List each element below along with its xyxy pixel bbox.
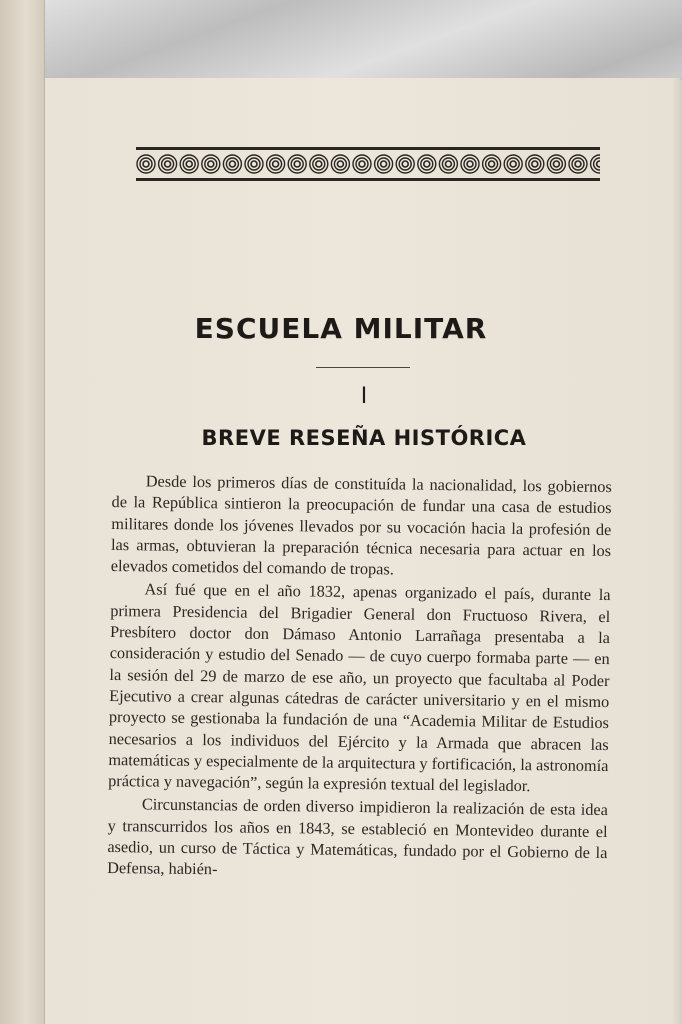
ornament-ring	[291, 158, 303, 170]
ornament-ring	[467, 161, 473, 167]
ornament-rule-top	[136, 147, 600, 150]
ornament-ring	[270, 158, 282, 170]
ornament-ring	[399, 158, 411, 170]
ornament-ring	[575, 161, 581, 167]
ornament-ring	[334, 158, 346, 170]
paragraph: Circunstancias de orden diverso impidieron la realización de esta idea y transcurridos los años en 1843, se estableció en Montevideo durante el asedio, un curso de Táctica y Matemáticas, fundado por el Gobierno de la Defensa, habién-	[107, 794, 608, 879]
ornament-ring	[143, 161, 149, 167]
ornament-ring	[381, 161, 387, 167]
ornament-ring	[294, 161, 300, 167]
paragraph: Así fué que en el año 1832, apenas organizado el país, durante la primera Presidencia del Brigadier General don Fructuoso Rivera, el Presbítero doctor don Dámaso Antonio Larrañaga presentaba a la consideración y estudio del Senado — de cuyo cuerpo formaba parte — en la sesión del 29 de marzo de ese año, un proyecto que facultaba al Poder Ejecutivo a crear algunas cátedras de carácter universitario y en el mismo proyecto se gestionaba la fundación de una “Academia Militar de Estudios necesarios a los individuos del Ejército y la Armada que abracen las matemáticas y especialmente de la arquitectura y fortificación, la astronomía práctica y navegación”, según la expresión textual del legislador.	[108, 579, 611, 796]
ornament-ring	[248, 158, 260, 170]
ornament-ring	[337, 161, 343, 167]
ornament-ring	[356, 158, 368, 170]
ornament-ring	[273, 161, 279, 167]
ornament-ring	[486, 158, 498, 170]
ornament-ring	[424, 161, 430, 167]
ornament-ring	[572, 158, 584, 170]
ornament-ring	[165, 161, 171, 167]
ornament-ring	[489, 161, 495, 167]
ornament-ring	[251, 161, 257, 167]
body-text	[107, 470, 612, 887]
ornament-ring	[402, 161, 408, 167]
ornament-ring	[421, 158, 433, 170]
ornament-ring	[229, 161, 235, 167]
ornament-ring	[140, 158, 152, 170]
ornament-rule-bottom	[136, 178, 600, 181]
ornament-ring	[550, 158, 562, 170]
section-subtitle: BREVE RESEÑA HISTÓRICA	[201, 426, 527, 450]
ornament-ring	[532, 161, 538, 167]
ornament-ring	[162, 158, 174, 170]
page-title: ESCUELA MILITAR	[194, 312, 488, 345]
ornament-ring	[208, 161, 214, 167]
ornament-ring	[316, 161, 322, 167]
ornament-ring	[183, 158, 195, 170]
ornament-ring	[442, 158, 454, 170]
ornament-ring	[529, 158, 541, 170]
ornament-ring	[226, 158, 238, 170]
ornament-ring	[597, 161, 600, 167]
ornament-ring	[205, 158, 217, 170]
ornament-ring	[359, 161, 365, 167]
ornament-ring	[445, 161, 451, 167]
ornament-ring	[507, 158, 519, 170]
ornament-ring	[464, 158, 476, 170]
ornament-ring	[378, 158, 390, 170]
book-spine	[0, 0, 45, 1024]
page-shadow	[672, 78, 682, 1024]
paragraph: Desde los primeros días de constituída la nacionalidad, los gobiernos de la República sintieron la preocupación de fundar una casa de estudios militares donde los jóvenes llevados por su vocación hacia la profesión de las armas, obtuvieran la preparación técnica necesaria para actuar en los elevados cometidos del comando de tropas.	[110, 471, 612, 579]
ornament-ring	[510, 161, 516, 167]
ornament-ring	[186, 161, 192, 167]
decorative-border-icon	[136, 147, 600, 183]
chapter-number: I	[360, 384, 368, 409]
circle-ornament	[136, 152, 600, 176]
title-divider	[316, 367, 410, 368]
ornament-ring	[313, 158, 325, 170]
ornament-ring	[553, 161, 559, 167]
